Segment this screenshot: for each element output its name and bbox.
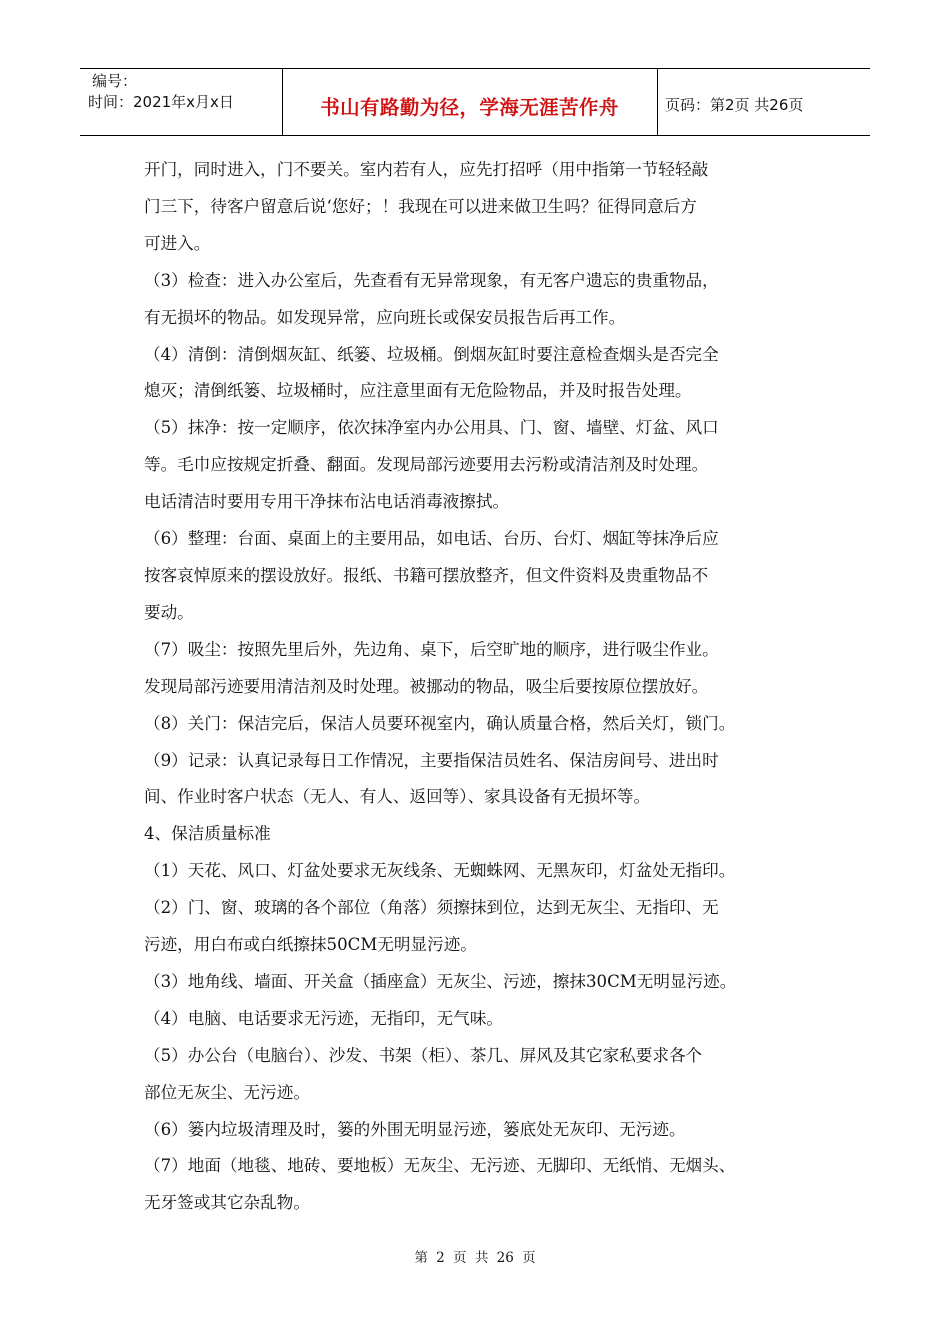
body-line: 有无损坏的物品。如发现异常，应向班长或保安员报告后再工作。 (144, 307, 626, 327)
header-motto: 书山有路勤为径，学海无涯苦作舟 (320, 96, 619, 119)
body-line: （5）办公台（电脑台）、沙发、书架（柜）、茶几、屏风及其它家私要求各个 (144, 1045, 703, 1065)
body-line: 无牙签或其它杂乱物。 (144, 1193, 310, 1213)
body-line: （1）天花、风口、灯盆处要求无灰线条、无蜘蛛网、无黑灰印，灯盆处无指印。 (144, 861, 736, 881)
document-date-label: 时间：2021年x月x日 (88, 93, 234, 111)
body-line: 开门，同时进入，门不要关。室内若有人，应先打招呼（用中指第一节轻轻敲 (144, 160, 709, 179)
header-page-info: 页码：第2页 共26页 (665, 96, 804, 114)
body-line: 电话清洁时要用专用干净抹布沾电话消毒液擦拭。 (144, 492, 510, 512)
body-line: （5）抹净：按一定顺序，依次抹净室内办公用具、门、窗、墙壁、灯盆、风口 (144, 418, 719, 438)
body-line: 门三下，待客户留意后说‘您好；！我现在可以进来做卫生吗？征得同意后方 (144, 196, 697, 216)
body-line: 污迹，用白布或白纸擦抹50CM无明显污迹。 (144, 935, 477, 955)
body-line: 熄灭；清倒纸篓、垃圾桶时，应注意里面有无危险物品，并及时报告处理。 (144, 381, 692, 401)
body-line: 发现局部污迹要用清洁剂及时处理。被挪动的物品，吸尘后要按原位摆放好。 (144, 676, 709, 696)
body-line: （7）吸尘：按照先里后外，先边角、桌下，后空旷地的顺序，进行吸尘作业。 (144, 639, 719, 659)
body-line: （6）篓内垃圾清理及时，篓的外围无明显污迹，篓底处无灰印、无污迹。 (144, 1119, 686, 1139)
body-line: 可进入。 (144, 233, 211, 253)
body-line: 等。毛巾应按规定折叠、翻面。发现局部污迹要用去污粉或清洁剂及时处理。 (144, 455, 709, 475)
header-top-rule (80, 68, 870, 69)
document-number-label: 编号： (92, 72, 138, 90)
body-line: （3）检查：进入办公室后，先查看有无异常现象，有无客户遗忘的贵重物品， (144, 270, 719, 290)
body-line: （9）记录：认真记录每日工作情况，主要指保洁员姓名、保洁房间号、进出时 (144, 750, 719, 770)
document-body (144, 152, 824, 1222)
body-line: （8）关门：保洁完后，保洁人员要环视室内，确认质量合格，然后关灯，锁门。 (144, 713, 736, 733)
body-line: 4、保洁质量标准 (144, 824, 271, 844)
body-line: （3）地角线、墙面、开关盒（插座盒）无灰尘、污迹，擦抹30CM无明显污迹。 (144, 971, 737, 991)
body-line: （2）门、窗、玻璃的各个部位（角落）须擦抹到位，达到无灰尘、无指印、无 (144, 898, 719, 918)
body-line: （4）清倒：清倒烟灰缸、纸篓、垃圾桶。倒烟灰缸时要注意检查烟头是否完全 (144, 344, 719, 364)
page-footer: 第 2 页 共 26 页 (414, 1250, 536, 1266)
body-line: （6）整理：台面、桌面上的主要用品，如电话、台历、台灯、烟缸等抹净后应 (144, 529, 719, 549)
body-line: 部位无灰尘、无污迹。 (144, 1082, 310, 1102)
body-line: 要动。 (144, 602, 194, 622)
body-line: 间、作业时客户状态（无人、有人、返回等）、家具设备有无损坏等。 (144, 787, 651, 807)
body-line: （4）电脑、电话要求无污迹，无指印，无气味。 (144, 1008, 504, 1028)
header-divider-right (657, 68, 658, 136)
body-line: 按客哀悼原来的摆设放好。报纸、书籍可摆放整齐，但文件资料及贵重物品不 (144, 565, 709, 585)
header-bottom-rule (80, 135, 870, 136)
body-line: （7）地面（地毯、地砖、要地板）无灰尘、无污迹、无脚印、无纸悄、无烟头、 (144, 1156, 736, 1176)
